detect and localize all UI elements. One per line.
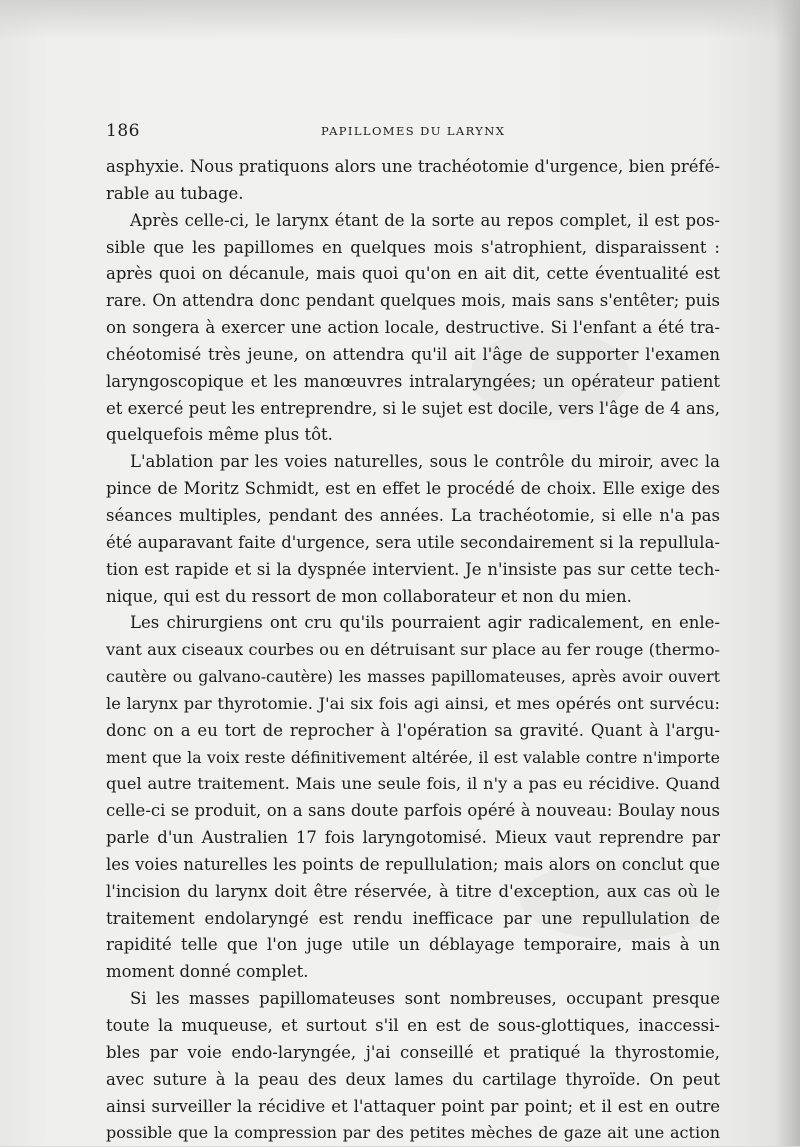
text-line: nique, qui est du ressort de mon collaborateur et non du mien. xyxy=(106,586,632,606)
text-line: on songera à exercer une action locale, destructive. Si l'enfant a été tra- xyxy=(106,318,720,338)
running-head xyxy=(106,121,720,143)
text-line: quel autre traitement. Mais une seule fois, il n'y a pas eu récidive. Quand xyxy=(106,774,720,794)
text-line: toute la muqueuse, et surtout s'il en est de sous-glottiques, inaccessi- xyxy=(106,1016,720,1035)
paragraph-start-line: Après celle-ci, le larynx étant de la sorte au repos complet, il est pos- xyxy=(130,210,720,230)
text-line: le larynx par thyrotomie. J'ai six fois agi ainsi, et mes opérés ont survécu: xyxy=(106,693,720,713)
text-line: bles par voie endo-laryngée, j'ai conseillé et pratiqué la thyrostomie, xyxy=(106,1042,720,1062)
text-line: celle-ci se produit, on a sans doute parfois opéré à nouveau: Boulay nous xyxy=(106,801,720,821)
text-line: ainsi surveiller la récidive et l'attaquer point par point; et il est en outre xyxy=(106,1096,720,1116)
text-line: moment donné complet. xyxy=(106,962,309,982)
text-line: donc on a eu tort de reprocher à l'opération sa gravité. Quant à l'argu- xyxy=(106,720,720,740)
text-line: avec suture à la peau des deux lames du cartilage thyroïde. On peut xyxy=(106,1069,720,1089)
running-title: PAPILLOMES DU LARYNX xyxy=(321,124,506,138)
text-line: cautère ou galvano-cautère) les masses papillomateuses, après avoir ouvert xyxy=(106,667,720,687)
text-line: pince de Moritz Schmidt, est en effet le procédé de choix. Elle exige des xyxy=(106,479,720,499)
body-text xyxy=(106,154,720,1147)
text-line: laryngoscopique et les manœuvres intralaryngées; un opérateur patient xyxy=(106,371,720,391)
text-line: vant aux ciseaux courbes ou en détruisant sur place au fer rouge (thermo- xyxy=(106,640,720,660)
text-line: possible que la compression par des petites mèches de gaze ait une action xyxy=(106,1123,720,1143)
text-line: asphyxie. Nous pratiquons alors une trachéotomie d'urgence, bien préfé- xyxy=(106,157,720,176)
text-line: été auparavant faite d'urgence, sera utile secondairement si la repullula- xyxy=(106,532,720,552)
paragraph-start-line: Les chirurgiens ont cru qu'ils pourraient agir radicalement, en enle- xyxy=(130,613,720,633)
text-line: et exercé peut les entreprendre, si le sujet est docile, vers l'âge de 4 ans, xyxy=(106,398,720,418)
text-line: l'incision du larynx doit être réservée, à titre d'exception, aux cas où le xyxy=(106,881,720,901)
text-line: séances multiples, pendant des années. La trachéotomie, si elle n'a pas xyxy=(106,505,720,525)
text-line: les voies naturelles les points de repullulation; mais alors on conclut que xyxy=(106,854,720,874)
text-line: quelquefois même plus tôt. xyxy=(106,425,333,445)
text-line: parle d'un Australien 17 fois laryngotomisé. Mieux vaut reprendre par xyxy=(106,828,720,848)
page-number: 186 xyxy=(106,121,140,141)
text-line: tion est rapide et si la dyspnée intervient. Je n'insiste pas sur cette tech- xyxy=(106,559,720,579)
text-line: ment que la voix reste définitivement altérée, il est valable contre n'importe xyxy=(106,747,720,767)
text-line: chéotomisé très jeune, on attendra qu'il ait l'âge de supporter l'examen xyxy=(106,344,720,364)
text-line: après quoi on décanule, mais quoi qu'on en ait dit, cette éventualité est xyxy=(106,264,720,284)
paragraph-start-line: L'ablation par les voies naturelles, sous le contrôle du miroir, avec la xyxy=(130,452,720,472)
paragraph-start-line: Si les masses papillomateuses sont nombreuses, occupant presque xyxy=(130,989,720,1009)
text-line: rable au tubage. xyxy=(106,183,244,203)
text-line: rapidité telle que l'on juge utile un déblayage temporaire, mais à un xyxy=(106,935,720,955)
text-line: rare. On attendra donc pendant quelques mois, mais sans s'entêter; puis xyxy=(106,291,720,311)
text-line: traitement endolaryngé est rendu inefficace par une repullulation de xyxy=(106,908,720,928)
text-line: sible que les papillomes en quelques mois s'atrophient, disparaissent : xyxy=(106,237,720,257)
